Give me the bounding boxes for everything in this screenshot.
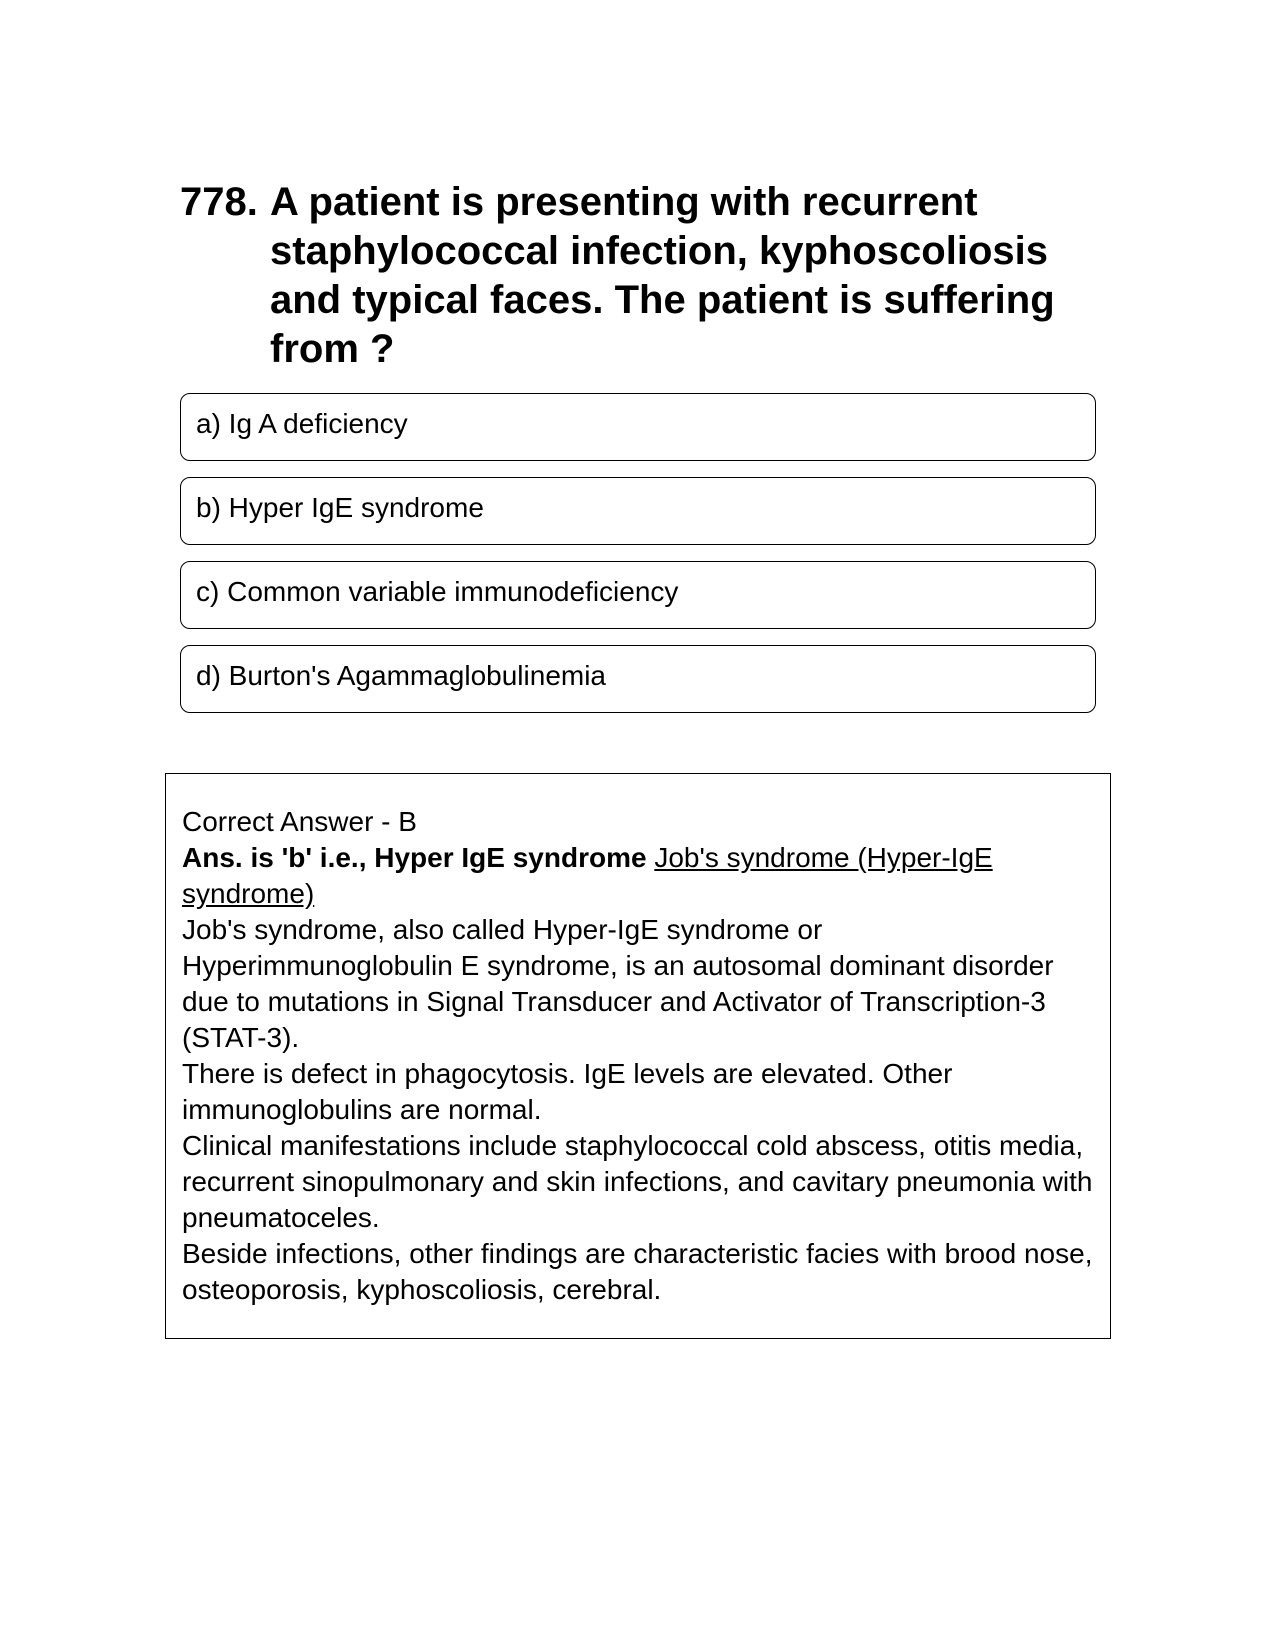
explanation-link[interactable]: Job's syndrome (Hyper-IgE syndrome) bbox=[182, 842, 993, 909]
explanation-heading bbox=[182, 840, 1095, 912]
explanation-paragraph: There is defect in phagocytosis. IgE levels are elevated. Other immunoglobulins are normal. bbox=[182, 1058, 953, 1125]
option-c[interactable] bbox=[180, 561, 1096, 629]
answer-explanation-box bbox=[165, 773, 1111, 1339]
explanation-paragraph: Clinical manifestations include staphylococcal cold abscess, otitis media, recurrent sinopulmonary and skin infections, and cavitary pneumonia with pneumatoceles. bbox=[182, 1130, 1093, 1233]
option-b[interactable] bbox=[180, 477, 1096, 545]
question-number: 778. bbox=[180, 180, 258, 224]
option-label: a) Ig A deficiency bbox=[196, 408, 408, 439]
explanation-paragraph: Job's syndrome, also called Hyper-IgE syndrome or Hyperimmunoglobulin E syndrome, is an autosomal dominant disorder due to mutations in Signal Transducer and Activator of Transcription-3 (STAT-3). bbox=[182, 914, 1054, 1053]
explanation-bold: Ans. is 'b' i.e., Hyper IgE syndrome bbox=[182, 842, 647, 873]
question bbox=[180, 178, 1100, 374]
explanation-paragraph: Beside infections, other findings are characteristic facies with brood nose, osteoporosis, kyphoscoliosis, cerebral. bbox=[182, 1238, 1093, 1305]
correct-answer: Correct Answer - B bbox=[182, 806, 417, 837]
option-label: c) Common variable immunodeficiency bbox=[196, 576, 679, 607]
option-label: d) Burton's Agammaglobulinemia bbox=[196, 660, 607, 691]
question-text: A patient is presenting with recurrent staphylococcal infection, kyphoscoliosis and typical faces. The patient is suffering from ? bbox=[270, 180, 1055, 371]
option-label: b) Hyper IgE syndrome bbox=[196, 492, 484, 523]
option-a[interactable] bbox=[180, 393, 1096, 461]
answer-options bbox=[180, 393, 1096, 729]
option-d[interactable] bbox=[180, 645, 1096, 713]
